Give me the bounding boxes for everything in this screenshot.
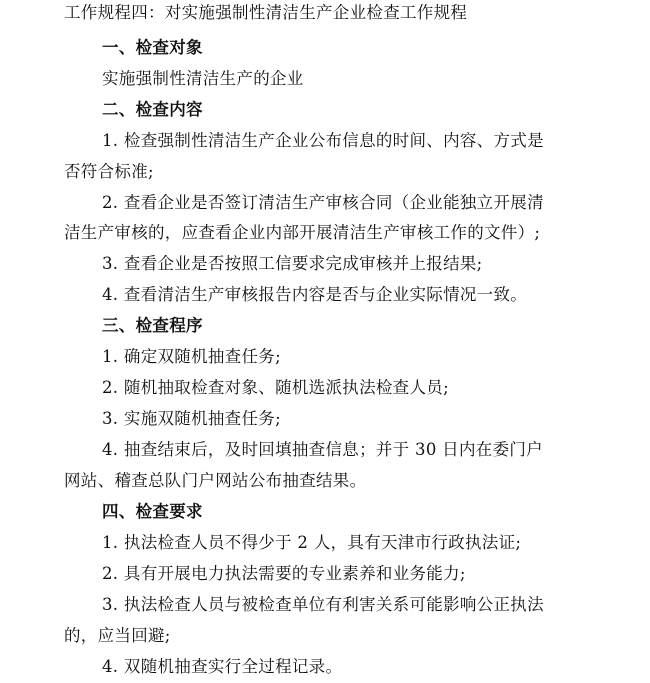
requirement-item-1: 1. 执法检查人员不得少于 2 人，具有天津市行政执法证;	[102, 533, 522, 552]
procedure-item-4-line-1: 4. 抽查结束后，及时回填抽查信息；并于 30 日内在委门户	[102, 440, 543, 459]
section-body-objects: 实施强制性清洁生产的企业	[102, 69, 304, 88]
content-item-2-line-2: 洁生产审核的，应查看企业内部开展清洁生产审核工作的文件）;	[64, 223, 541, 242]
content-item-1-line-2: 否符合标准;	[64, 162, 154, 181]
requirement-item-4: 4. 双随机抽查实行全过程记录。	[102, 657, 343, 676]
content-item-3: 3. 查看企业是否按照工信要求完成审核并上报结果;	[102, 254, 483, 273]
procedure-item-3: 3. 实施双随机抽查任务;	[102, 409, 281, 428]
procedure-item-2: 2. 随机抽取检查对象、随机选派执法检查人员;	[102, 378, 449, 397]
content-item-1-line-1: 1. 检查强制性清洁生产企业公布信息的时间、内容、方式是	[102, 131, 544, 150]
content-item-4: 4. 查看清洁生产审核报告内容是否与企业实际情况一致。	[102, 285, 528, 304]
document-title: 工作规程四：对实施强制性清洁生产企业检查工作规程	[64, 3, 468, 22]
section-heading-content: 二、检查内容	[102, 100, 203, 119]
requirement-item-2: 2. 具有开展电力执法需要的专业素养和业务能力;	[102, 564, 466, 583]
procedure-item-1: 1. 确定双随机抽查任务;	[102, 347, 281, 366]
requirement-item-3-line-2: 的，应当回避;	[64, 626, 171, 645]
section-heading-procedure: 三、检查程序	[102, 316, 203, 335]
requirement-item-3-line-1: 3. 执法检查人员与被检查单位有利害关系可能影响公正执法	[102, 595, 544, 614]
section-heading-objects: 一、检查对象	[102, 38, 203, 57]
section-heading-requirements: 四、检查要求	[102, 502, 203, 521]
content-item-2-line-1: 2. 查看企业是否签订清洁生产审核合同（企业能独立开展清	[102, 193, 544, 212]
procedure-item-4-line-2: 网站、稽查总队门户网站公布抽查结果。	[64, 471, 367, 490]
